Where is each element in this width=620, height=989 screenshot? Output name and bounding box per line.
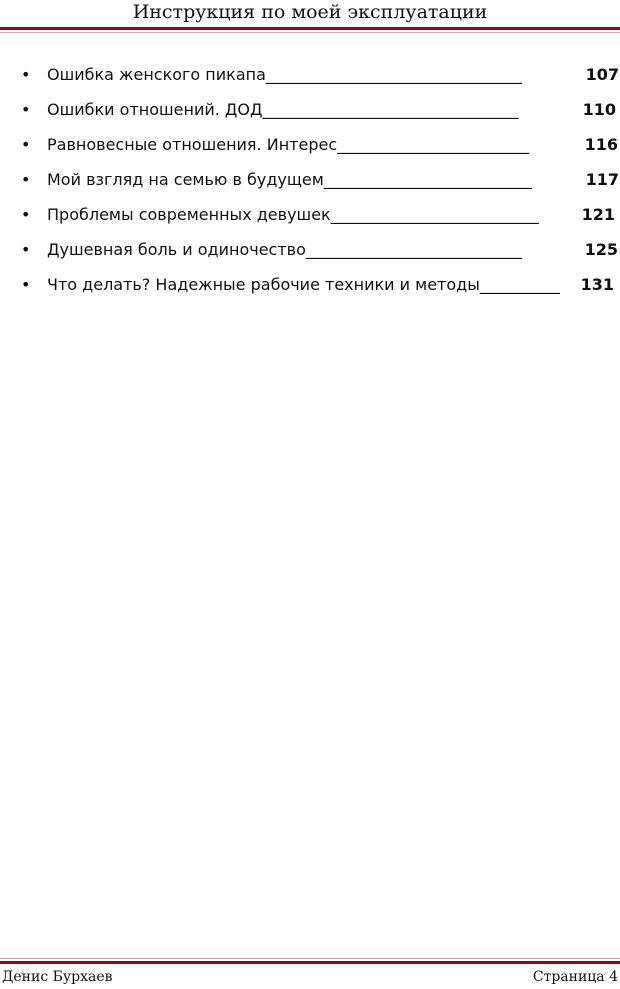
footer-rule [0,961,620,964]
table-of-contents [0,60,620,305]
toc-leader: ___________________________ [305,240,522,259]
toc-item[interactable] [0,270,620,305]
toc-title: Равновесные отношения. Интерес [47,135,338,154]
toc-item[interactable] [0,60,620,95]
bullet-icon: • [21,275,31,294]
toc-leader: __________ [479,275,560,294]
toc-entry [47,95,519,125]
toc-title: Ошибки отношений. ДОД [47,100,263,119]
toc-entry [47,200,539,230]
toc-title: Ошибка женского пикапа [47,65,266,84]
toc-entry [47,270,560,300]
toc-item[interactable] [0,165,620,200]
toc-leader: ________________________________ [265,65,522,84]
footer-rule-thin [0,958,620,959]
header-title: Инструкция по моей эксплуатации [132,1,488,23]
footer-author: Денис Бурхаев [2,969,113,985]
bullet-icon: • [21,240,31,259]
bullet-icon: • [21,65,31,84]
footer-page-label: Страница 4 [532,969,618,985]
toc-item[interactable] [0,130,620,165]
toc-title: Мой взгляд на семью в будущем [47,170,324,189]
toc-leader: __________________________ [323,170,532,189]
toc-page-number: 131 [580,275,614,294]
toc-title: Что делать? Надежные рабочие техники и методы [47,275,480,294]
toc-entry [47,165,532,195]
toc-item[interactable] [0,95,620,130]
toc-page-number: 125 [584,240,618,259]
toc-page-number: 110 [582,100,616,119]
bullet-icon: • [21,100,31,119]
bullet-icon: • [21,135,31,154]
bullet-icon: • [21,205,31,224]
toc-title: Проблемы современных девушек [47,205,331,224]
toc-leader: ________________________ [337,135,530,154]
toc-page-number: 107 [585,65,619,84]
header-rule-thin [0,32,620,33]
toc-title: Душевная боль и одиночество [47,240,306,259]
header-rule [0,27,620,30]
toc-entry [47,235,522,265]
toc-entry [47,60,522,90]
toc-entry [47,130,529,160]
bullet-icon: • [21,170,31,189]
toc-page-number: 116 [584,135,618,154]
toc-leader: __________________________ [330,205,539,224]
toc-item[interactable] [0,200,620,235]
toc-page-number: 121 [581,205,615,224]
toc-item[interactable] [0,235,620,270]
toc-page-number: 117 [585,170,619,189]
toc-leader: ________________________________ [262,100,519,119]
